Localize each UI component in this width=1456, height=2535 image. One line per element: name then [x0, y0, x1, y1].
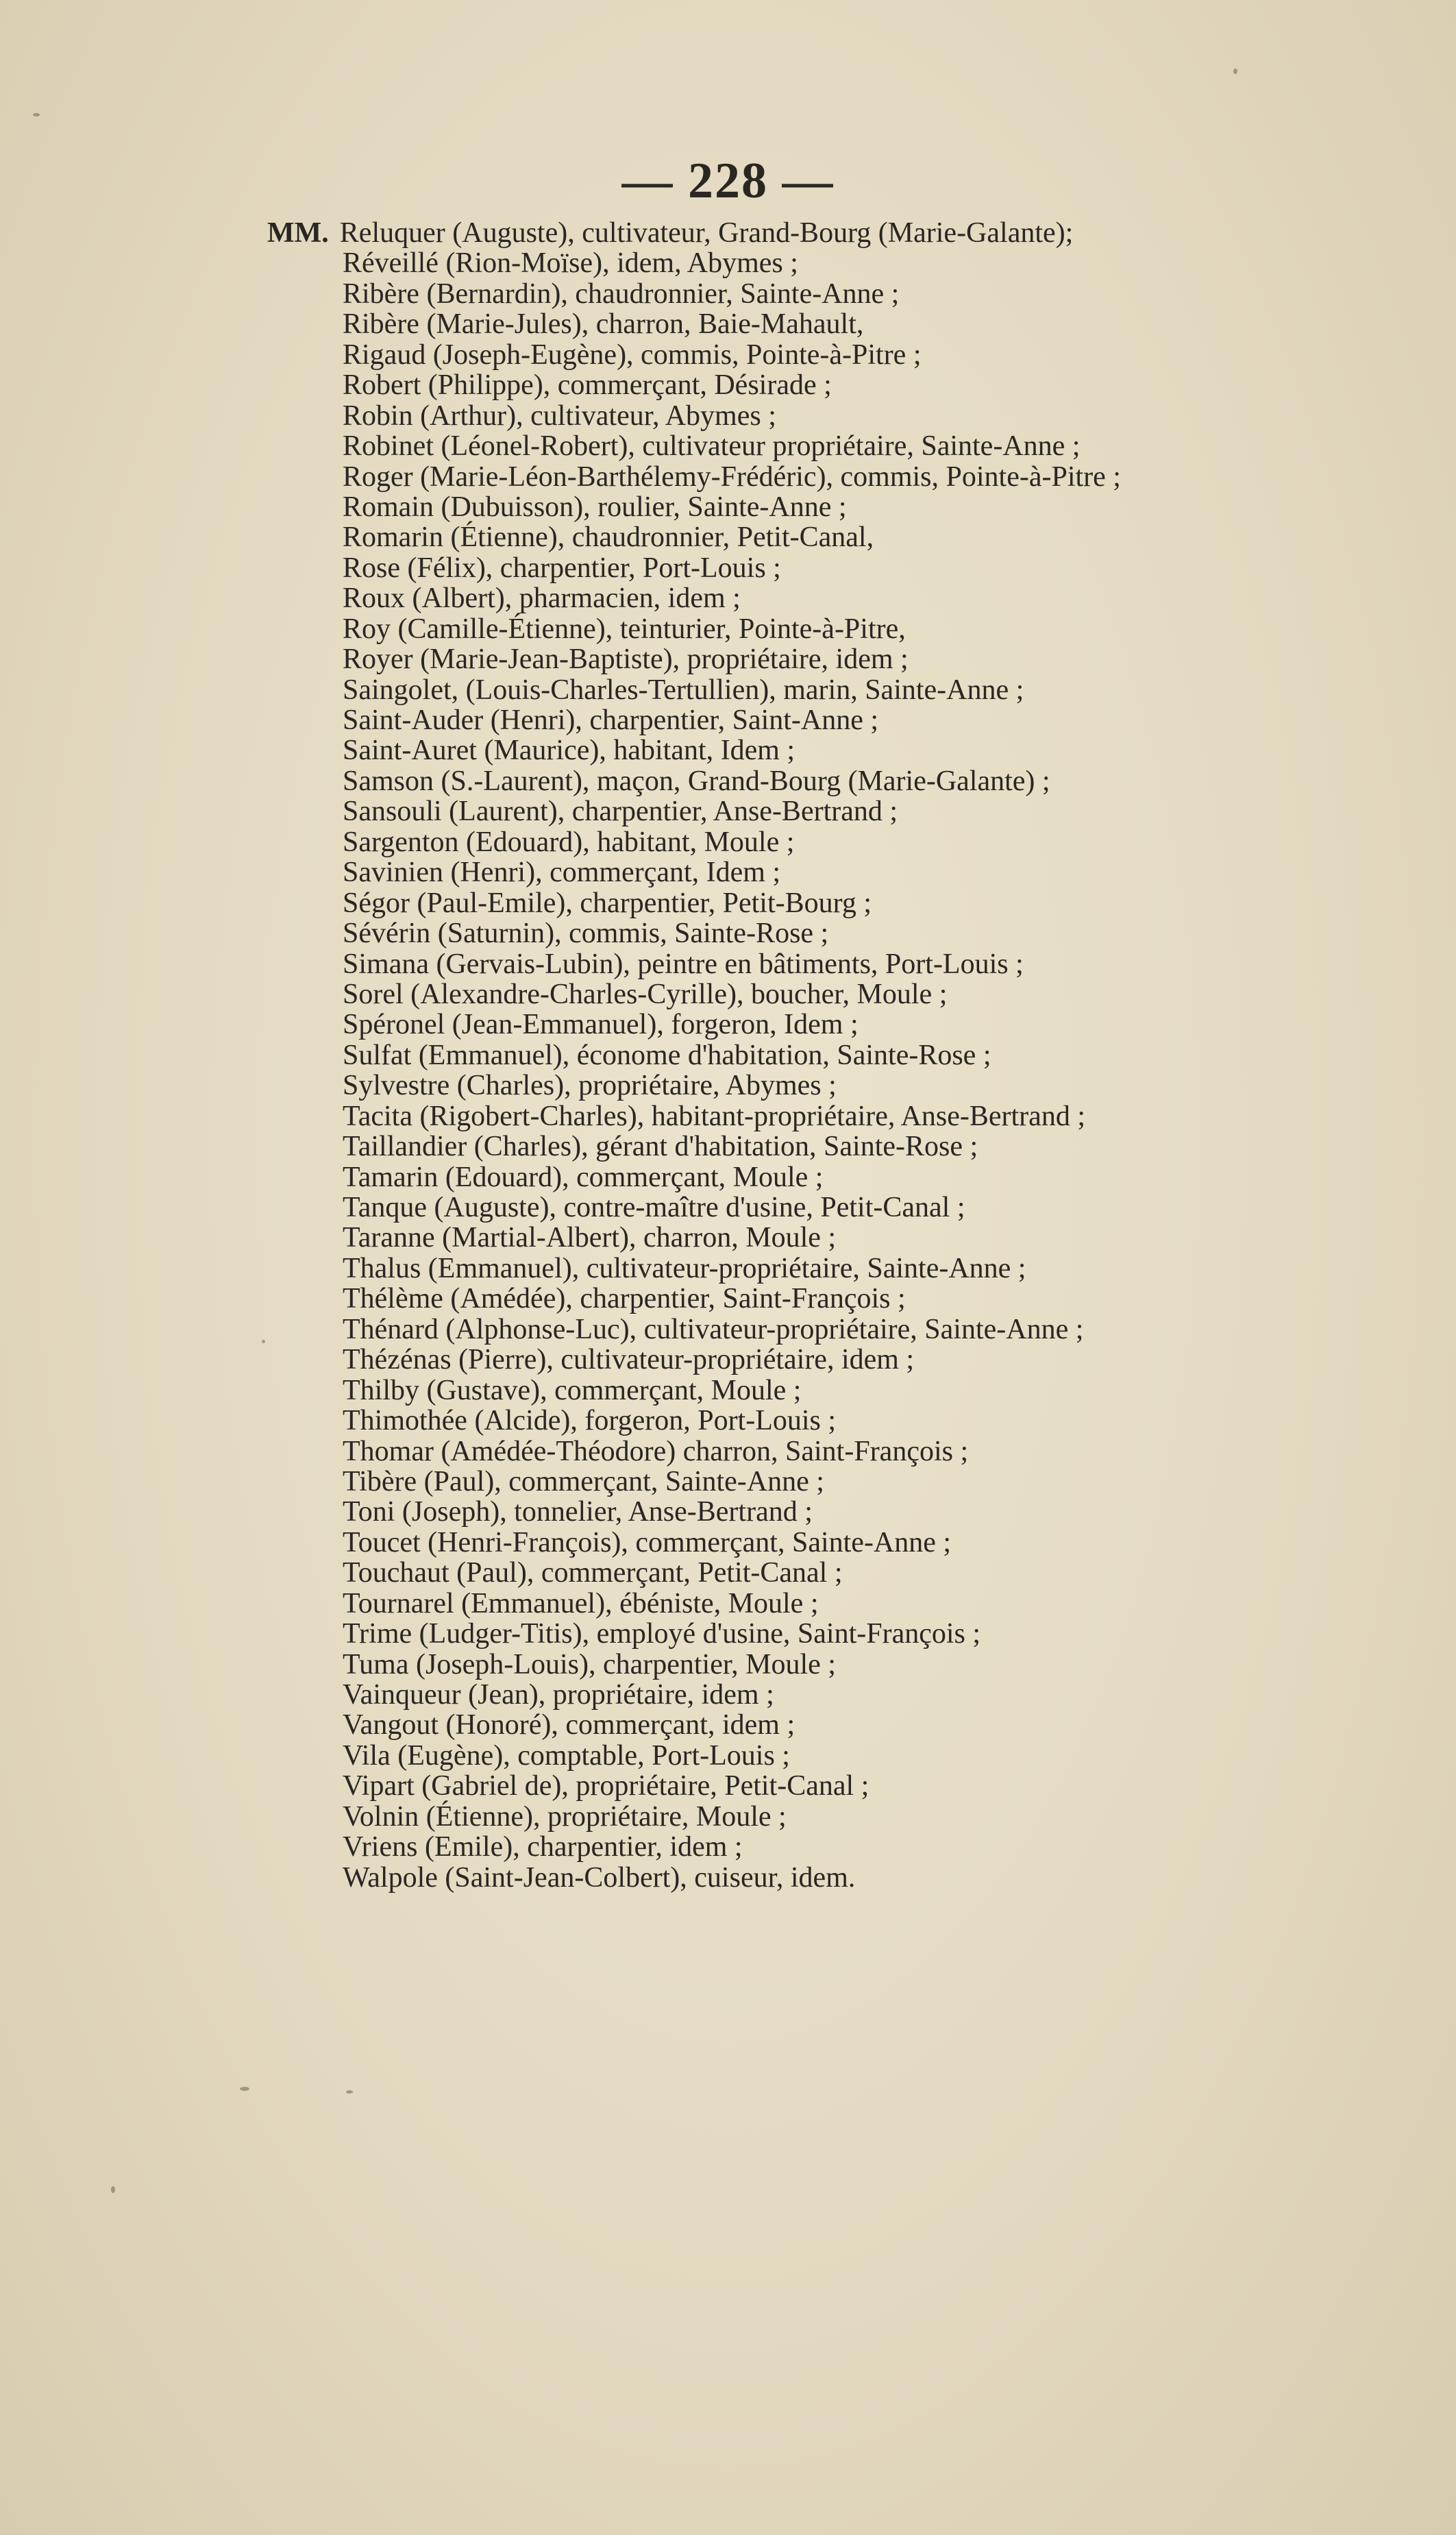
list-item: Romarin (Étienne), chaudronnier, Petit-Canal, [343, 522, 874, 554]
list-item: Thénard (Alphonse-Luc), cultivateur-propriétaire, Sainte-Anne ; [343, 1313, 1084, 1345]
list-item: Vriens (Emile), charpentier, idem ; [343, 1831, 743, 1863]
list-item: Roger (Marie-Léon-Barthélemy-Frédéric), commis, Pointe-à-Pitre ; [343, 461, 1121, 493]
paper-speck [111, 2186, 115, 2193]
list-item: Trime (Ludger-Titis), employé d'usine, Saint-François ; [343, 1618, 981, 1650]
page-number: — 228 — [621, 153, 835, 209]
list-item [267, 218, 1411, 248]
list-item: Saint-Auder (Henri), charpentier, Saint-Anne ; [343, 705, 879, 736]
list-item: Roy (Camille-Étienne), teinturier, Pointe-à-Pitre, [343, 613, 906, 645]
list-item: Thalus (Emmanuel), cultivateur-propriétaire, Sainte-Anne ; [343, 1252, 1026, 1284]
list-item: Thilby (Gustave), commerçant, Moule ; [343, 1374, 802, 1406]
list-item: Ribère (Bernardin), chaudronnier, Sainte-Anne ; [343, 278, 900, 310]
list-item: Simana (Gervais-Lubin), peintre en bâtiments, Port-Louis ; [343, 948, 1024, 980]
list-item: Romain (Dubuisson), roulier, Sainte-Anne ; [343, 491, 847, 523]
list-item: Sulfat (Emmanuel), économe d'habitation, Sainte-Rose ; [343, 1039, 991, 1071]
list-item: Sylvestre (Charles), propriétaire, Abymes ; [343, 1070, 837, 1102]
list-item: Thélème (Amédée), charpentier, Saint-François ; [343, 1283, 906, 1315]
list-item: Touchaut (Paul), commerçant, Petit-Canal ; [343, 1557, 843, 1589]
paper-speck [1233, 69, 1237, 74]
list-item: Volnin (Étienne), propriétaire, Moule ; [343, 1800, 787, 1833]
list-item: Vainqueur (Jean), propriétaire, idem ; [343, 1679, 774, 1711]
list-item: Sansouli (Laurent), charpentier, Anse-Bertrand ; [343, 796, 898, 828]
list-item: Vila (Eugène), comptable, Port-Louis ; [343, 1739, 790, 1772]
list-item: Robinet (Léonel-Robert), cultivateur propriétaire, Sainte-Anne ; [343, 430, 1081, 463]
list-item: Tournarel (Emmanuel), ébéniste, Moule ; [343, 1587, 819, 1619]
list-item: Savinien (Henri), commerçant, Idem ; [343, 857, 781, 889]
list-item: Ségor (Paul-Emile), charpentier, Petit-Bourg ; [343, 887, 872, 919]
list-item: Sargenton (Edouard), habitant, Moule ; [343, 826, 795, 858]
list-item: Rigaud (Joseph-Eugène), commis, Pointe-à-Pitre ; [343, 339, 922, 371]
paper-speck [33, 113, 40, 117]
list-item: Sorel (Alexandre-Charles-Cyrille), boucher, Moule ; [343, 978, 948, 1010]
list-item: Samson (S.-Laurent), maçon, Grand-Bourg (Marie-Galante) ; [343, 765, 1050, 797]
list-item: Vangout (Honoré), commerçant, idem ; [343, 1709, 795, 1741]
list-item: Taillandier (Charles), gérant d'habitation, Sainte-Rose ; [343, 1131, 978, 1163]
list-item: Tibère (Paul), commerçant, Sainte-Anne ; [343, 1465, 824, 1497]
list-item: Toucet (Henri-François), commerçant, Sainte-Anne ; [343, 1526, 952, 1558]
name-list [267, 217, 1411, 1894]
list-item: Spéronel (Jean-Emmanuel), forgeron, Idem ; [343, 1009, 859, 1041]
list-item: Réveillé (Rion-Moïse), idem, Abymes ; [343, 247, 798, 280]
list-item: Vipart (Gabriel de), propriétaire, Petit-Canal ; [343, 1770, 869, 1802]
list-item: Ribère (Marie-Jules), charron, Baie-Mahault, [343, 308, 864, 341]
paper-speck [240, 2087, 249, 2091]
list-item: Tacita (Rigobert-Charles), habitant-propriétaire, Anse-Bertrand ; [343, 1100, 1085, 1132]
list-item: Tamarin (Edouard), commerçant, Moule ; [343, 1161, 824, 1193]
list-item: Walpole (Saint-Jean-Colbert), cuiseur, idem. [343, 1861, 856, 1894]
paper-speck [262, 1340, 265, 1343]
list-item: Tanque (Auguste), contre-maître d'usine, Petit-Canal ; [343, 1192, 965, 1223]
list-item: Saint-Auret (Maurice), habitant, Idem ; [343, 735, 795, 767]
entry-text: Reluquer (Auguste), cultivateur, Grand-Bourg (Marie-Galante); [339, 217, 1074, 249]
list-item: Thomar (Amédée-Théodore) charron, Saint-François ; [343, 1435, 969, 1467]
list-item: Taranne (Martial-Albert), charron, Moule ; [343, 1222, 837, 1254]
list-item: Toni (Joseph), tonnelier, Anse-Bertrand ; [343, 1496, 813, 1528]
list-item: Roux (Albert), pharmacien, idem ; [343, 583, 741, 615]
list-item: Tuma (Joseph-Louis), charpentier, Moule ; [343, 1648, 836, 1680]
list-item: Sévérin (Saturnin), commis, Sainte-Rose ; [343, 918, 829, 950]
list-prefix: MM. [267, 217, 329, 249]
list-item: Saingolet, (Louis-Charles-Tertullien), marin, Sainte-Anne ; [343, 674, 1024, 706]
list-item: Rose (Félix), charpentier, Port-Louis ; [343, 552, 781, 584]
list-item: Robin (Arthur), cultivateur, Abymes ; [343, 400, 776, 432]
list-item: Robert (Philippe), commerçant, Désirade ; [343, 369, 832, 402]
list-item: Thézénas (Pierre), cultivateur-propriétaire, idem ; [343, 1344, 915, 1376]
paper-speck [346, 2090, 353, 2094]
list-item: Royer (Marie-Jean-Baptiste), propriétaire, idem ; [343, 644, 909, 676]
list-item: Thimothée (Alcide), forgeron, Port-Louis ; [343, 1405, 837, 1437]
